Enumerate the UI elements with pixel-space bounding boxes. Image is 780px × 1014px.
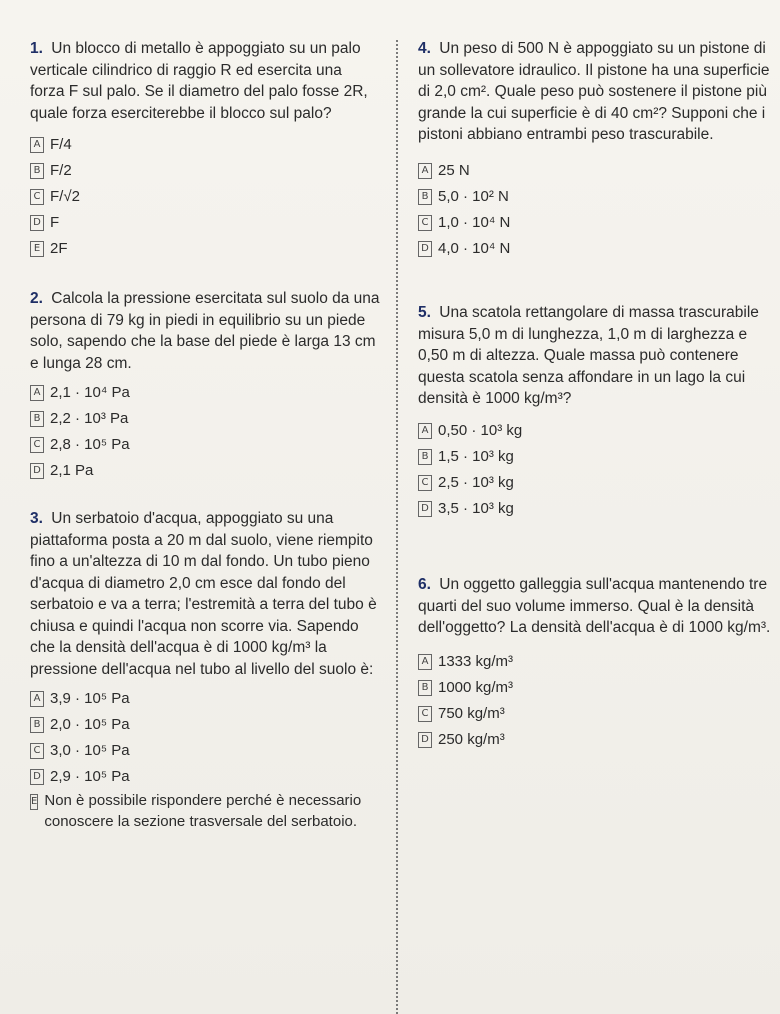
question-2 bbox=[30, 288, 380, 484]
option-letter: D bbox=[418, 501, 432, 517]
option-c[interactable] bbox=[418, 701, 773, 727]
question-number: 3. bbox=[30, 510, 43, 527]
option-d[interactable] bbox=[418, 727, 773, 753]
option-b[interactable] bbox=[30, 406, 380, 432]
option-letter: B bbox=[30, 717, 44, 733]
question-number: 6. bbox=[418, 576, 431, 593]
option-letter: E bbox=[30, 241, 44, 257]
option-d[interactable] bbox=[30, 764, 380, 790]
option-text: 25 N bbox=[438, 161, 470, 179]
options-list bbox=[418, 158, 773, 262]
question-text: Un peso di 500 N è appoggiato su un pistone di un sollevatore idraulico. Il pistone ha una superficie di 2,0 cm². Quale peso può sostenere il pistone più grande la cui superficie è di 40 cm²? Supponi che i pistoni abbiano entrambi peso trascurabile. bbox=[418, 40, 770, 143]
option-letter: B bbox=[418, 449, 432, 465]
options-list bbox=[418, 649, 773, 753]
question-number: 5. bbox=[418, 304, 431, 321]
question-text: Un serbatoio d'acqua, appoggiato su una piattaforma posta a 20 m dal suolo, viene riempito fino a un'altezza di 10 m dal fondo. Un tubo pieno d'acqua di diametro 2,0 cm esce dal fondo del serbatoio e va a terra; l'estremità a terra del tubo è chiusa e quindi l'acqua non scorre via. Sapendo che la densità dell'acqua è di 1000 kg/m³ la pressione dell'acqua nel tubo al livello del suolo è: bbox=[30, 510, 377, 678]
option-text: 750 kg/m³ bbox=[438, 704, 505, 722]
option-letter: A bbox=[30, 137, 44, 153]
option-letter: A bbox=[30, 385, 44, 401]
option-e[interactable] bbox=[30, 790, 380, 832]
option-letter: D bbox=[30, 769, 44, 785]
option-text: 0,50 · 10³ kg bbox=[438, 421, 523, 439]
option-text: Non è possibile rispondere perché è necessario conoscere la sezione trasversale del serbatoio. bbox=[44, 792, 362, 830]
option-letter: A bbox=[30, 691, 44, 707]
option-text: 2,1 · 10⁴ Pa bbox=[50, 384, 130, 401]
option-letter: E bbox=[30, 794, 38, 810]
question-text: Calcola la pressione esercitata sul suolo da una persona di 79 kg in piedi in equilibrio su un piede solo, sapendo che la base del piede è larga 13 cm e lunga 28 cm. bbox=[30, 290, 380, 372]
option-c[interactable] bbox=[418, 470, 773, 496]
option-d[interactable] bbox=[418, 236, 773, 262]
question-number: 1. bbox=[30, 40, 43, 57]
option-c[interactable] bbox=[418, 210, 773, 236]
options-list bbox=[30, 686, 380, 832]
option-text: 2,8 · 10⁵ Pa bbox=[50, 436, 130, 453]
column-divider bbox=[396, 40, 398, 1014]
option-letter: C bbox=[30, 437, 44, 453]
option-c[interactable] bbox=[30, 184, 380, 210]
option-letter: B bbox=[418, 189, 432, 205]
option-letter: C bbox=[418, 706, 432, 722]
option-c[interactable] bbox=[30, 738, 380, 764]
question-3 bbox=[30, 508, 380, 832]
option-letter: A bbox=[418, 423, 432, 439]
option-letter: D bbox=[30, 215, 44, 231]
option-text: F/√2 bbox=[50, 188, 80, 205]
option-b[interactable] bbox=[30, 158, 380, 184]
option-text: 2F bbox=[50, 240, 68, 257]
option-letter: B bbox=[418, 680, 432, 696]
option-text: 1333 kg/m³ bbox=[438, 652, 514, 670]
options-list bbox=[30, 380, 380, 484]
option-b[interactable] bbox=[418, 675, 773, 701]
question-6 bbox=[418, 574, 773, 753]
option-text: F bbox=[50, 214, 60, 231]
option-text: 4,0 · 10⁴ N bbox=[438, 239, 511, 257]
option-text: 1,5 · 10³ kg bbox=[438, 447, 514, 465]
option-text: 2,1 Pa bbox=[50, 462, 94, 479]
option-a[interactable] bbox=[30, 132, 380, 158]
option-letter: A bbox=[418, 654, 432, 670]
option-d[interactable] bbox=[30, 210, 380, 236]
option-text: 3,0 · 10⁵ Pa bbox=[50, 742, 130, 759]
question-number: 4. bbox=[418, 40, 431, 57]
option-text: F/2 bbox=[50, 162, 72, 179]
option-letter: B bbox=[30, 411, 44, 427]
option-letter: D bbox=[418, 732, 432, 748]
option-d[interactable] bbox=[418, 496, 773, 522]
option-letter: B bbox=[30, 163, 44, 179]
question-text: Un blocco di metallo è appoggiato su un palo verticale cilindrico di raggio R ed esercita una forza F sul palo. Se il diametro del palo fosse 2R, quale forza eserciterebbe il blocco sul palo? bbox=[30, 40, 368, 122]
option-letter: D bbox=[30, 463, 44, 479]
option-text: 2,0 · 10⁵ Pa bbox=[50, 716, 130, 733]
question-1 bbox=[30, 38, 380, 262]
option-e[interactable] bbox=[30, 236, 380, 262]
option-b[interactable] bbox=[418, 184, 773, 210]
option-text: 2,5 · 10³ kg bbox=[438, 473, 514, 491]
option-text: 1000 kg/m³ bbox=[438, 678, 514, 696]
question-number: 2. bbox=[30, 290, 43, 307]
option-letter: C bbox=[30, 189, 44, 205]
option-text: 2,9 · 10⁵ Pa bbox=[50, 768, 130, 785]
option-text: 5,0 · 10² N bbox=[438, 187, 509, 205]
option-text: 250 kg/m³ bbox=[438, 730, 505, 748]
question-text: Una scatola rettangolare di massa trascurabile misura 5,0 m di lunghezza, 1,0 m di larghezza e 0,50 m di altezza. Quale massa può contenere questa scatola senza affondare in un lago la cui densità è 1000 kg/m³? bbox=[418, 304, 759, 407]
option-a[interactable] bbox=[30, 380, 380, 406]
option-b[interactable] bbox=[30, 712, 380, 738]
option-letter: C bbox=[418, 475, 432, 491]
question-5 bbox=[418, 302, 773, 522]
option-letter: C bbox=[30, 743, 44, 759]
option-text: 3,5 · 10³ kg bbox=[438, 499, 514, 517]
question-text: Un oggetto galleggia sull'acqua mantenendo tre quarti del suo volume immerso. Qual è la densità dell'oggetto? La densità dell'acqua è di 1000 kg/m³. bbox=[418, 576, 771, 636]
option-letter: D bbox=[418, 241, 432, 257]
option-a[interactable] bbox=[418, 649, 773, 675]
option-text: 3,9 · 10⁵ Pa bbox=[50, 690, 130, 707]
option-text: 1,0 · 10⁴ N bbox=[438, 213, 511, 231]
option-b[interactable] bbox=[418, 444, 773, 470]
option-d[interactable] bbox=[30, 458, 380, 484]
option-a[interactable] bbox=[418, 158, 773, 184]
option-letter: C bbox=[418, 215, 432, 231]
option-letter: A bbox=[418, 163, 432, 179]
options-list bbox=[30, 132, 380, 262]
option-text: 2,2 · 10³ Pa bbox=[50, 410, 129, 427]
option-c[interactable] bbox=[30, 432, 380, 458]
option-a[interactable] bbox=[418, 418, 773, 444]
question-4 bbox=[418, 38, 773, 262]
option-text: F/4 bbox=[50, 136, 72, 153]
options-list bbox=[418, 418, 773, 522]
option-a[interactable] bbox=[30, 686, 380, 712]
